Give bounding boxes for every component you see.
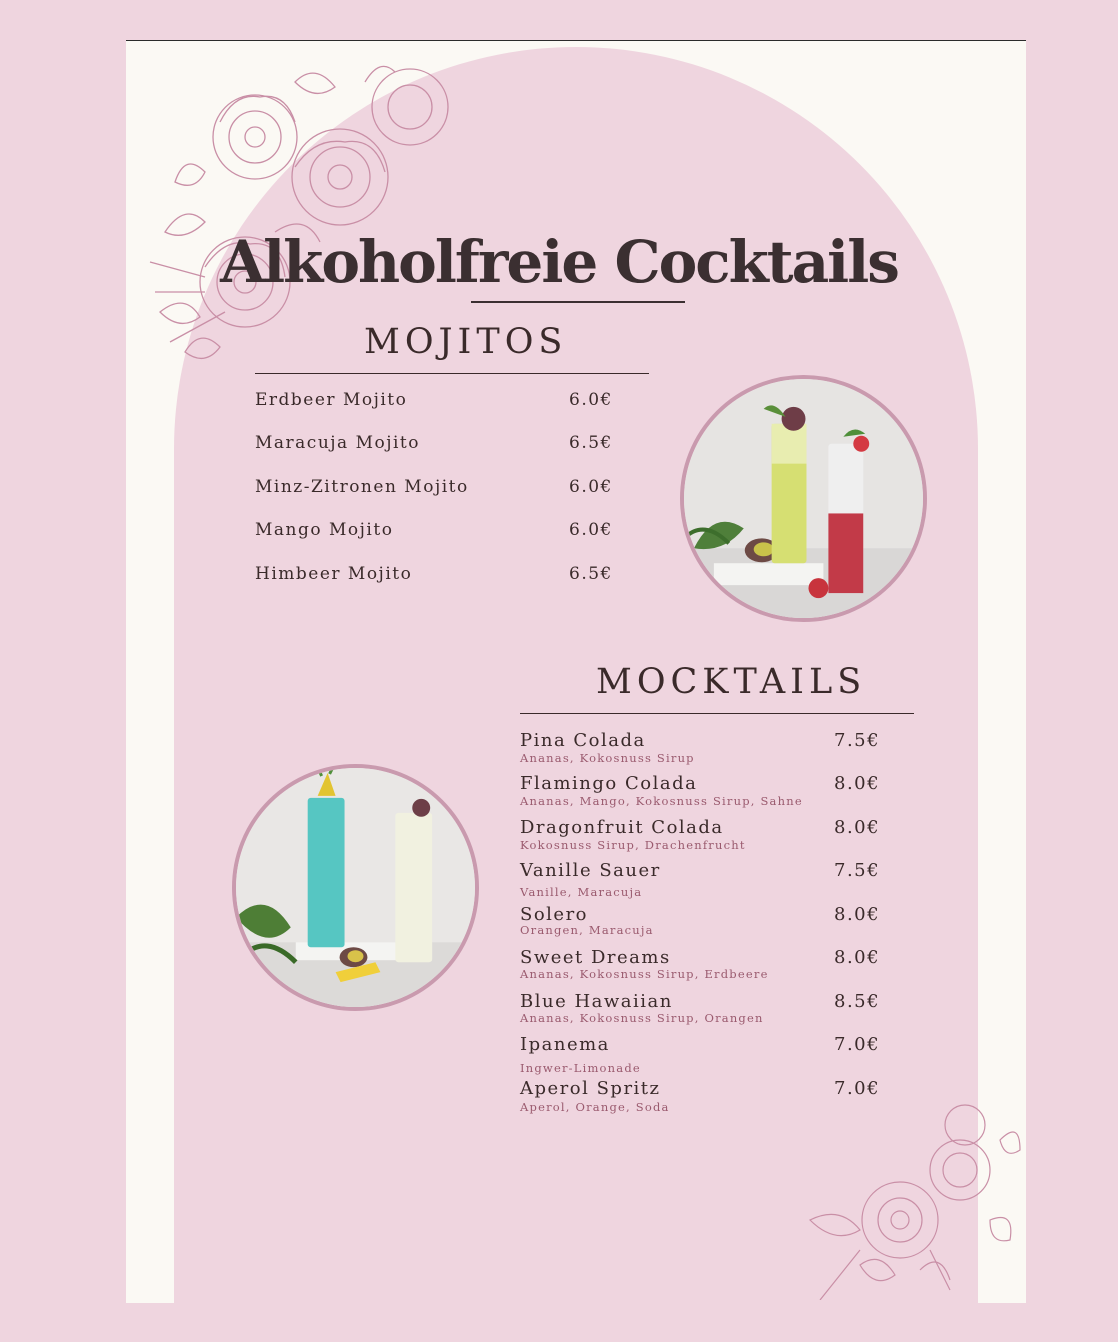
- item-name: Flamingo Colada: [520, 773, 698, 794]
- item-price: 6.5€: [569, 564, 613, 584]
- mocktails-heading: MOCKTAILS: [596, 662, 867, 702]
- item-name: Blue Hawaiian: [520, 991, 673, 1012]
- item-name: Mango Mojito: [255, 520, 394, 540]
- mocktail-item: [520, 904, 900, 946]
- item-price: 8.0€: [834, 817, 881, 838]
- mocktail-item: [520, 991, 900, 1033]
- item-description: Ananas, Kokosnuss Sirup, Orangen: [520, 1011, 764, 1025]
- item-price: 7.0€: [834, 1034, 881, 1055]
- item-price: 6.0€: [569, 520, 613, 540]
- mocktail-item: [520, 1034, 900, 1076]
- item-description: Ingwer-Limonade: [520, 1061, 641, 1075]
- item-price: 8.0€: [834, 904, 881, 925]
- item-name: Himbeer Mojito: [255, 564, 413, 584]
- mocktail-item: [520, 773, 900, 815]
- peony-decoration-bottom-icon: [800, 1100, 1025, 1300]
- item-name: Vanille Sauer: [520, 860, 661, 881]
- item-price: 8.0€: [834, 773, 881, 794]
- mojito-item: [255, 433, 635, 463]
- item-description: Ananas, Mango, Kokosnuss Sirup, Sahne: [520, 794, 803, 808]
- mojitos-divider: [255, 373, 649, 374]
- item-description: Orangen, Maracuja: [520, 923, 654, 937]
- item-name: Maracuja Mojito: [255, 433, 420, 453]
- item-price: 7.5€: [834, 860, 881, 881]
- item-description: Kokosnuss Sirup, Drachenfrucht: [520, 838, 746, 852]
- mocktail-item: [520, 730, 900, 772]
- item-name: Erdbeer Mojito: [255, 390, 408, 410]
- item-price: 8.0€: [834, 947, 881, 968]
- item-price: 8.5€: [834, 991, 881, 1012]
- item-price: 7.0€: [834, 1078, 881, 1099]
- title-underline: [471, 301, 685, 303]
- mojito-photo: [680, 375, 927, 622]
- item-price: 6.0€: [569, 477, 613, 497]
- mojito-item: [255, 564, 635, 594]
- item-price: 6.0€: [569, 390, 613, 410]
- item-name: Aperol Spritz: [520, 1078, 661, 1099]
- item-description: Ananas, Kokosnuss Sirup: [520, 751, 695, 765]
- mocktail-item: [520, 947, 900, 989]
- mocktails-divider: [520, 713, 914, 714]
- item-price: 6.5€: [569, 433, 613, 453]
- mojito-item: [255, 520, 635, 550]
- item-description: Ananas, Kokosnuss Sirup, Erdbeere: [520, 967, 769, 981]
- mojitos-heading: MOJITOS: [364, 322, 568, 362]
- mojito-item: [255, 477, 635, 507]
- item-name: Sweet Dreams: [520, 947, 671, 968]
- item-name: Ipanema: [520, 1034, 610, 1055]
- item-name: Minz-Zitronen Mojito: [255, 477, 469, 497]
- mocktail-item: [520, 1078, 900, 1120]
- mocktail-item: [520, 817, 900, 859]
- mojito-item: [255, 390, 635, 420]
- item-name: Solero: [520, 904, 589, 925]
- item-name: Pina Colada: [520, 730, 646, 751]
- mocktail-photo: [232, 764, 479, 1011]
- page-title: Alkoholfreie Cocktails: [220, 228, 898, 296]
- item-description: Vanille, Maracuja: [520, 885, 643, 899]
- mocktail-item: [520, 860, 900, 902]
- item-description: Aperol, Orange, Soda: [520, 1100, 670, 1114]
- item-name: Dragonfruit Colada: [520, 817, 724, 838]
- item-price: 7.5€: [834, 730, 881, 751]
